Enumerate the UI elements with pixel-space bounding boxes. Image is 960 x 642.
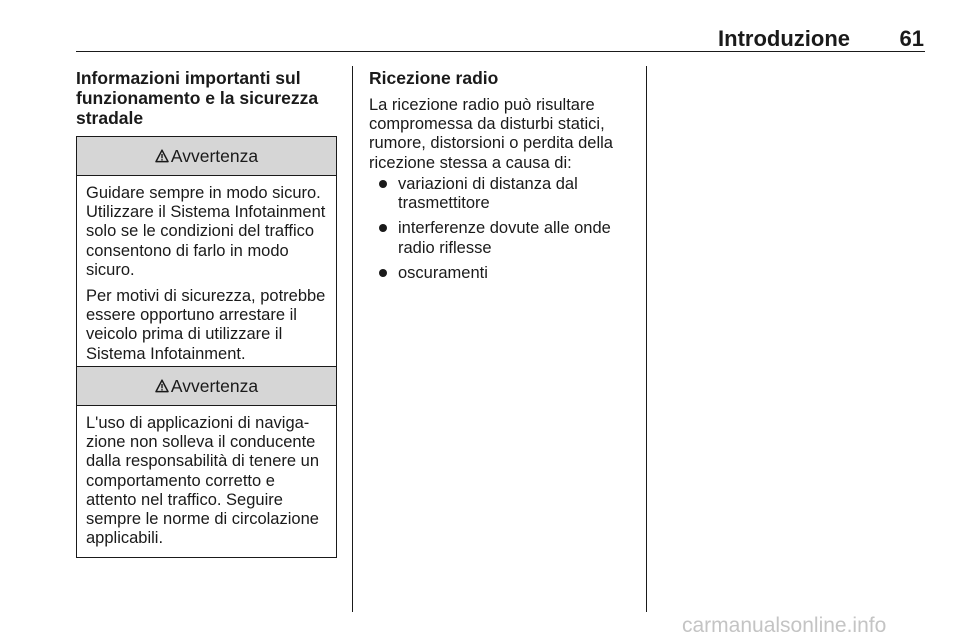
list-item — [369, 175, 639, 213]
list-item-text: interferenze dovute alle onde radio riflesse — [398, 219, 611, 257]
page-number: 61 — [899, 26, 924, 51]
section-heading-safety: Informazioni importanti sul funzionamento e la sicurezza stradale — [76, 68, 319, 128]
warning-box — [76, 136, 337, 374]
warning-paragraph: Per motivi di sicurezza, potrebbe essere opportuno arrestare il veicolo prima di utilizzare il Sistema Infotainment. — [86, 287, 326, 363]
warning-title: Avvertenza — [170, 145, 259, 166]
header-title: Introduzione — [718, 26, 850, 51]
warning-title: Avvertenza — [170, 375, 259, 396]
warning-triangle-icon — [155, 379, 169, 393]
radio-intro-text: La ricezione radio può risultare compromessa da disturbi statici, rumore, distorsioni o perdita della ricezione stessa a causa di: — [369, 96, 613, 172]
warning-paragraph: Guidare sempre in modo sicuro. Utilizzare il Sistema Infotainment solo se le condizioni del traffico consentono di farlo in modo sicuro. — [86, 184, 326, 279]
list-item — [369, 219, 639, 257]
bullet-icon — [379, 269, 387, 277]
radio-cause-list — [369, 175, 639, 289]
bullet-icon — [379, 180, 387, 188]
watermark: carmanualsonline.info — [682, 614, 887, 637]
section-heading-radio: Ricezione radio — [369, 68, 499, 88]
warning-box-header — [77, 137, 336, 176]
column-divider-right — [646, 66, 647, 612]
warning-box-header — [77, 367, 336, 406]
warning-paragraph: L'uso di applicazioni di navigazione non solleva il conducente dalla responsabilità di tenere un comportamento corretto e attento nel traffico. Seguire sempre le norme di circolazione applicabili. — [86, 414, 319, 548]
warning-body — [77, 176, 336, 373]
warning-box — [76, 366, 337, 558]
warning-triangle-icon — [155, 149, 169, 163]
warning-body — [77, 406, 336, 557]
bullet-icon — [379, 224, 387, 232]
header-rule — [76, 51, 925, 52]
column-divider-left — [352, 66, 353, 612]
list-item-text: variazioni di distanza dal trasmettitore — [398, 175, 578, 213]
list-item-text: oscuramenti — [398, 263, 488, 282]
list-item — [369, 264, 639, 283]
